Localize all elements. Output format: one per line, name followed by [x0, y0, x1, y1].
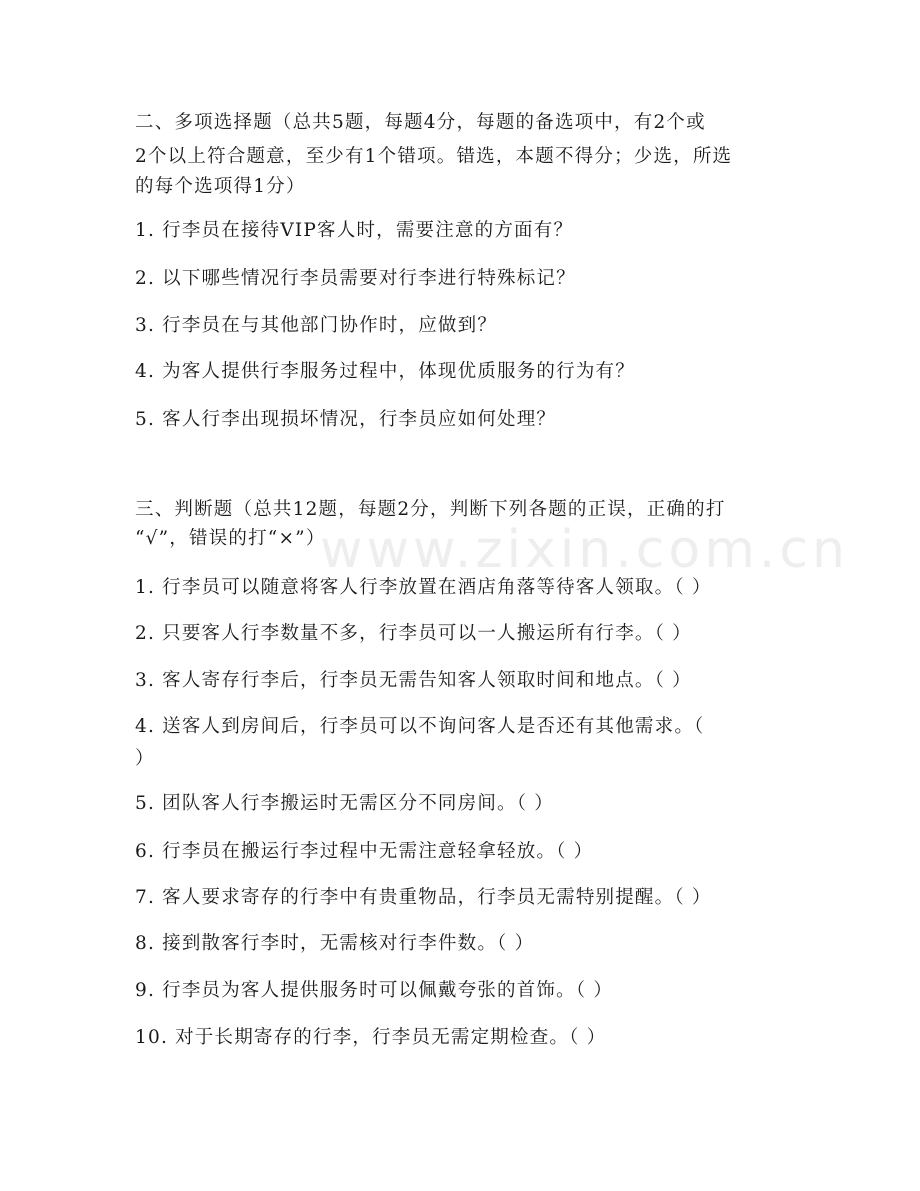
section3-question-5: 5. 团队客人行李搬运时无需区分不同房间。（ ） — [135, 793, 554, 814]
section3-heading-line-2: “√”，错误的打“×”） — [135, 528, 326, 549]
section3-question-6: 6. 行李员在搬运行李过程中无需注意轻拿轻放。（ ） — [135, 841, 594, 862]
section2-question-2: 2. 以下哪些情况行李员需要对行李进行特殊标记？ — [135, 268, 576, 289]
section2-question-5: 5. 客人行李出现损坏情况，行李员应如何处理？ — [135, 409, 557, 430]
section3-question-1: 1. 行李员可以随意将客人行李放置在酒店角落等待客人领取。（ ） — [135, 577, 712, 598]
section2-heading-line-1: 二、多项选择题（总共5题，每题4分，每题的备选项中，有2个或 — [135, 112, 706, 133]
section3-heading-line-1: 三、判断题（总共12题，每题2分，判断下列各题的正误，正确的打 — [135, 499, 726, 520]
section2-question-4: 4. 为客人提供行李服务过程中，体现优质服务的行为有？ — [135, 361, 635, 382]
section3-question-7: 7. 客人要求寄存的行李中有贵重物品，行李员无需特别提醒。（ ） — [135, 887, 712, 908]
section2-heading-line-2: 2个以上符合题意，至少有1个错项。错选，本题不得分；少选，所选 — [135, 146, 733, 167]
section3-question-3: 3. 客人寄存行李后，行李员无需告知客人领取时间和地点。（ ） — [135, 670, 692, 691]
section2-question-1: 1. 行李员在接待VIP客人时，需要注意的方面有？ — [135, 220, 574, 241]
section3-question-2: 2. 只要客人行李数量不多，行李员可以一人搬运所有行李。（ ） — [135, 623, 692, 644]
section2-heading-line-3: 的每个选项得1分） — [135, 176, 306, 197]
section3-question-9: 9. 行李员为客人提供服务时可以佩戴夸张的首饰。（ ） — [135, 980, 614, 1001]
section3-question-4-continuation: ） — [135, 748, 155, 769]
section3-question-4: 4. 送客人到房间后，行李员可以不询问客人是否还有其他需求。（ — [135, 716, 705, 737]
section3-question-10: 10. 对于长期寄存的行李，行李员无需定期检查。（ ） — [135, 1027, 607, 1048]
section3-question-8: 8. 接到散客行李时，无需核对行李件数。（ ） — [135, 933, 535, 954]
watermark: www.zixin.com.cn — [320, 520, 849, 580]
section2-question-3: 3. 行李员在与其他部门协作时，应做到？ — [135, 315, 498, 336]
